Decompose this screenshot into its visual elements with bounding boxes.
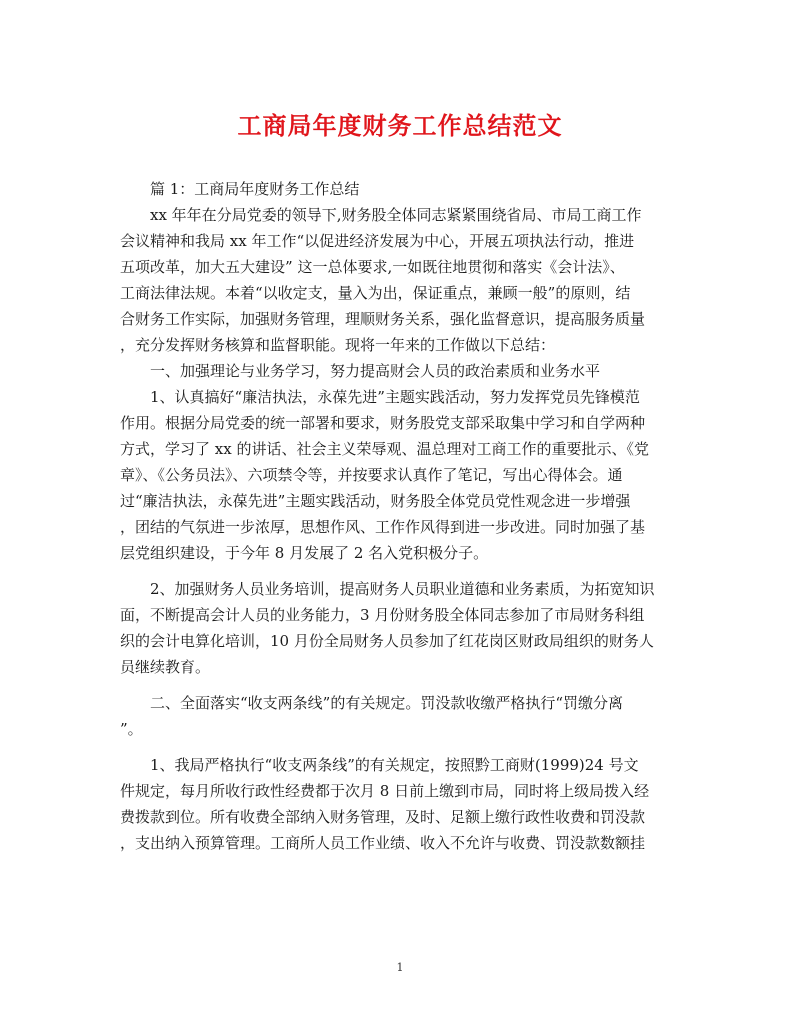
body-line: ，团结的气氛进一步浓厚，思想作风、工作作风得到进一步改进。同时加强了基: [120, 518, 646, 536]
body-line: 1、认真搞好“廉洁执法，永葆先进”主题实践活动，努力发挥党员先锋模范: [120, 388, 640, 406]
body-line: 件规定，每月所收行政性经费都于次月 8 日前上缴到市局，同时将上级局拨入经: [120, 782, 650, 800]
paragraph-gap: [120, 566, 680, 576]
document-title: 工商局年度财务工作总结范文: [237, 111, 563, 140]
document-body: [120, 176, 680, 856]
body-line: ，充分发挥财务核算和监督职能。现将一年来的工作做以下总结：: [120, 336, 556, 354]
body-line: 织的会计电算化培训，10 月份全局财务人员参加了红花岗区财政局组织的财务人: [120, 632, 654, 650]
page-number: 1: [396, 961, 404, 974]
paragraph-gap: [120, 680, 680, 690]
body-line: 1、我局严格执行“收支两条线”的有关规定，按照黔工商财(1999)24 号文: [120, 756, 639, 774]
paragraph-gap: [120, 742, 680, 752]
body-line: 费拨款到位。所有收费全部纳入财务管理，及时、足额上缴行政性收费和罚没款: [120, 808, 646, 826]
body-line: 五项改革，加大五大建设” 这一总体要求,一如既往地贯彻和落实《会计法》、: [120, 258, 625, 276]
body-line: 作用。根据分局党委的统一部署和要求，财务股党支部采取集中学习和自学两种: [120, 414, 646, 432]
body-line: 层党组织建设，于今年 8 月发展了 2 名入党积极分子。: [120, 544, 489, 562]
body-line: ，支出纳入预算管理。工商所人员工作业绩、收入不允许与收费、罚没款数额挂: [120, 834, 646, 852]
body-line: xx 年年在分局党委的领导下,财务股全体同志紧紧围绕省局、市局工商工作: [120, 206, 642, 224]
body-line: 会议精神和我局 xx 年工作“以促进经济发展为中心，开展五项执法行动，推进: [120, 232, 635, 250]
body-line: 过“廉洁执法，永葆先进”主题实践活动，财务股全体党员党性观念进一步增强: [120, 492, 631, 510]
body-line: 章》、《公务员法》、六项禁令等，并按要求认真作了笔记，写出心得体会。通: [120, 466, 623, 484]
body-line: 一、加强理论与业务学习，努力提高财会人员的政治素质和业务水平: [120, 362, 601, 380]
body-line: 二、全面落实“收支两条线”的有关规定。罚没款收缴严格执行“罚缴分离: [120, 694, 624, 712]
body-line: 工商法律法规。本着“以收定支，量入为出，保证重点，兼顾一般”的原则，结: [120, 284, 631, 302]
body-line: 篇 1：工商局年度财务工作总结: [120, 180, 360, 198]
body-line: 合财务工作实际，加强财务管理，理顺财务关系，强化监督意识，提高服务质量: [120, 310, 646, 328]
body-line: 员继续教育。: [120, 658, 211, 676]
body-line: 2、加强财务人员业务培训，提高财务人员职业道德和业务素质，为拓宽知识: [120, 580, 655, 598]
body-line: 面，不断提高会计人员的业务能力，3 月份财务股全体同志参加了市局财务科组: [120, 606, 645, 624]
body-line: ”。: [120, 720, 143, 738]
body-line: 方式，学习了 xx 的讲话、社会主义荣辱观、温总理对工商工作的重要批示、《党: [120, 440, 649, 458]
